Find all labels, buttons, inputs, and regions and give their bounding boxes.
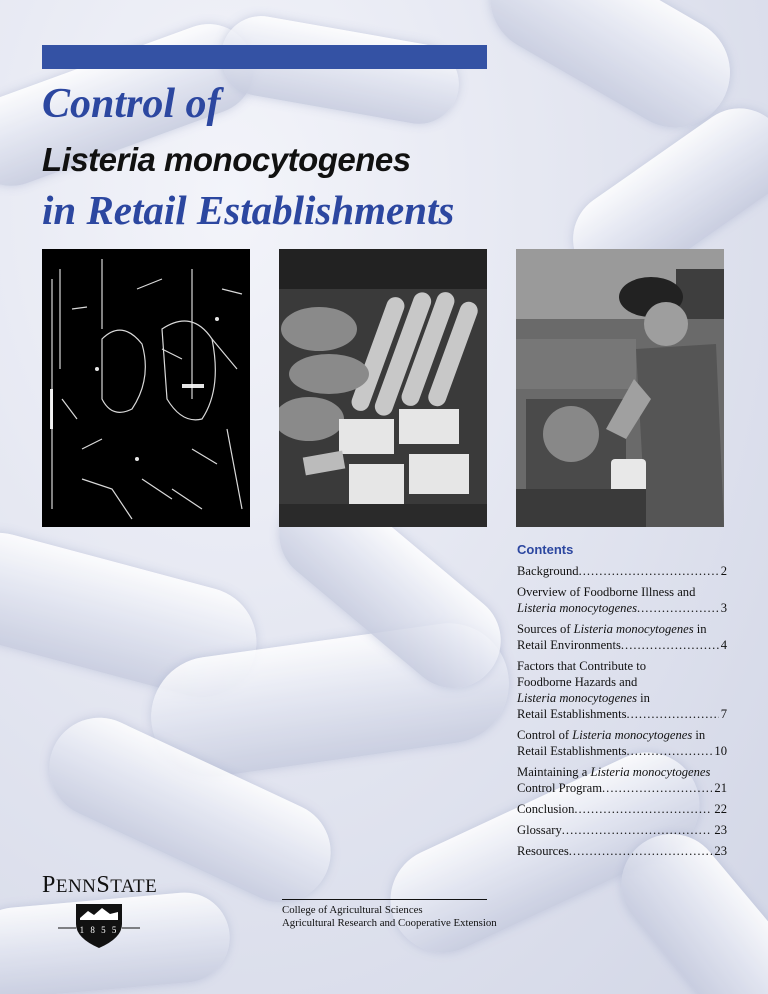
toc-entry-conclusion[interactable] [517, 801, 727, 817]
pennstate-logo [42, 872, 162, 900]
contents-heading: Contents [517, 542, 574, 557]
pennstate-shield-icon [58, 902, 140, 956]
toc-entry-factors[interactable] [517, 658, 727, 722]
toc-entry-label: Resources [517, 844, 569, 858]
toc-entry-label-italic: Listeria monocytogenes [517, 601, 637, 615]
toc-entry-label: Retail Establishments [517, 744, 627, 758]
toc-entry-page: 23 [714, 823, 727, 837]
college-line-2: Agricultural Research and Cooperative Extension [282, 917, 497, 929]
toc-entry-label: Conclusion [517, 802, 575, 816]
title-bar [42, 45, 487, 69]
college-line-1: College of Agricultural Sciences [282, 904, 423, 916]
toc-entry-label: Glossary [517, 823, 562, 837]
toc-entry-page: 22 [714, 802, 727, 816]
toc-entry-page: 23 [714, 844, 727, 858]
toc-entry-page: 2 [720, 564, 727, 578]
toc-entry-label-italic: Listeria monocytogenes [572, 728, 693, 742]
toc-entry-page: 4 [720, 638, 727, 652]
toc-entry-label: Maintaining a [517, 765, 591, 779]
toc-entry-label: Foodborne Hazards and [517, 675, 638, 689]
toc-entry-label-suffix: in [693, 622, 707, 636]
pennstate-wordmark: PENNSTATE [42, 872, 158, 898]
toc-entry-label-suffix: in [636, 691, 650, 705]
toc-entry-control[interactable] [517, 727, 727, 759]
toc-entry-label: Retail Establishments [517, 707, 627, 721]
deli-slicer-worker-photo [516, 249, 724, 527]
title-line-1: Control of [42, 81, 221, 127]
toc-entry-label: Control Program [517, 781, 603, 795]
toc-entry-page: 7 [720, 707, 727, 721]
toc-entry-label: Retail Environments [517, 638, 621, 652]
toc-entry-label: Factors that Contribute to [517, 659, 647, 673]
toc-entry-page: 3 [720, 601, 727, 615]
toc-entry-sources[interactable] [517, 621, 727, 653]
title-line-3: in Retail Establishments [42, 187, 455, 233]
toc-entry-label-italic: Listeria monocytogenes [573, 622, 694, 636]
toc-entry-page: 10 [714, 744, 727, 758]
footer-rule [282, 899, 487, 900]
toc-entry-label: Sources of [517, 622, 574, 636]
toc-entry-overview[interactable] [517, 584, 727, 616]
toc-entry-page: 21 [714, 781, 727, 795]
toc-entry-label-italic: Listeria monocytogenes [517, 691, 637, 705]
shield-year: 1 8 5 5 [79, 925, 119, 935]
toc-entry-resources[interactable] [517, 843, 727, 859]
toc-entry-background[interactable] [517, 563, 727, 579]
table-of-contents [517, 542, 727, 864]
deli-workers-photo [42, 249, 250, 527]
title-line-2: Listeria monocytogenes [42, 141, 411, 178]
toc-entry-label: Background [517, 564, 579, 578]
toc-entry-label-suffix: in [692, 728, 706, 742]
deli-display-case-photo [279, 249, 487, 527]
toc-entry-label: Control of [517, 728, 573, 742]
toc-entry-glossary[interactable] [517, 822, 727, 838]
toc-entry-maintaining[interactable] [517, 764, 727, 796]
college-info [282, 904, 497, 930]
toc-entry-label-italic: Listeria monocytogenes [590, 765, 711, 779]
toc-entry-label: Overview of Foodborne Illness and [517, 585, 696, 599]
